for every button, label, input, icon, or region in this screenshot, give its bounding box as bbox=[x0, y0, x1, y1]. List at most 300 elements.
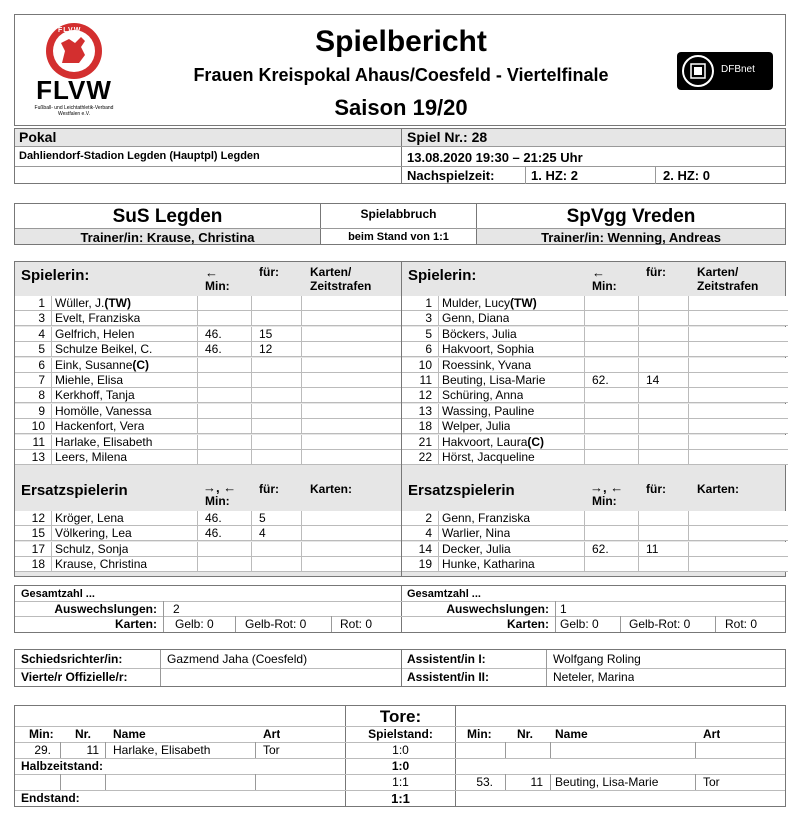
row-separator bbox=[438, 342, 439, 357]
row-separator bbox=[638, 526, 639, 541]
flvw-logo-caption: Fußball- und Leichtathletik-Verband bbox=[34, 105, 114, 111]
dfbnet-logo-text: DFBnet bbox=[721, 64, 755, 75]
goals-home-min-header: Min: bbox=[29, 727, 54, 741]
row-separator bbox=[301, 404, 302, 419]
goals-title: Tore: bbox=[379, 707, 422, 726]
away-sub-for-header: für: bbox=[646, 482, 666, 496]
home-sub-min-header: Min: bbox=[205, 494, 230, 508]
player-number: 17 bbox=[31, 541, 45, 556]
row-separator bbox=[197, 526, 198, 541]
player-name bbox=[442, 296, 537, 311]
player-row bbox=[15, 311, 401, 326]
player-role-tag: (C) bbox=[527, 434, 545, 449]
row-separator bbox=[197, 373, 198, 388]
player-name-text: Gelfrich, Helen bbox=[55, 326, 135, 341]
flvw-logo-arc-text: FLVW bbox=[58, 27, 82, 34]
assistant1-label: Assistent/in I: bbox=[407, 652, 486, 666]
row-separator bbox=[584, 419, 585, 434]
row-separator bbox=[584, 526, 585, 541]
player-name bbox=[55, 358, 149, 373]
player-name bbox=[442, 419, 510, 434]
row-separator bbox=[51, 419, 52, 434]
player-number: 14 bbox=[418, 541, 432, 556]
row-separator bbox=[197, 358, 198, 373]
home-sub-cards-header: Karten: bbox=[310, 482, 353, 496]
player-name-text: Homölle, Vanessa bbox=[55, 403, 152, 418]
row-separator bbox=[197, 557, 198, 572]
row-separator bbox=[301, 511, 302, 526]
row-separator bbox=[688, 419, 689, 434]
final-score: 1:1 bbox=[391, 791, 410, 806]
home-cards-header-2: Zeitstrafen bbox=[310, 279, 372, 293]
player-name bbox=[55, 526, 132, 541]
row-separator bbox=[251, 388, 252, 403]
row-separator bbox=[584, 296, 585, 311]
extra-time-ht1: 1. HZ: 2 bbox=[531, 168, 578, 183]
player-role-tag: (TW) bbox=[510, 296, 537, 310]
row-separator bbox=[438, 542, 439, 557]
row-separator bbox=[438, 311, 439, 326]
row-separator bbox=[197, 435, 198, 450]
dfb-emblem-icon bbox=[679, 52, 717, 90]
goals-away-type-header: Art bbox=[703, 727, 721, 741]
row-separator bbox=[301, 358, 302, 373]
row-separator bbox=[584, 450, 585, 465]
player-number: 3 bbox=[38, 311, 45, 326]
player-name bbox=[442, 404, 534, 419]
page-subtitle: Frauen Kreispokal Ahaus/Coesfeld - Viertelfinale bbox=[193, 65, 609, 85]
row-separator bbox=[51, 557, 52, 572]
referee-label: Schiedsrichter/in: bbox=[21, 652, 123, 666]
row-separator bbox=[301, 435, 302, 450]
row-separator bbox=[438, 327, 439, 342]
away-sub-min-header: Min: bbox=[592, 494, 617, 508]
goal-1-name: Harlake, Elisabeth bbox=[113, 743, 211, 757]
row-separator bbox=[688, 342, 689, 357]
row-separator bbox=[438, 404, 439, 419]
extra-time-label: Nachspielzeit: bbox=[407, 168, 495, 183]
row-separator bbox=[251, 419, 252, 434]
player-name bbox=[55, 450, 127, 465]
goal-1-min: 29. bbox=[34, 743, 51, 757]
row-separator bbox=[584, 358, 585, 373]
header-box bbox=[14, 14, 786, 126]
home-team-name: SuS Legden bbox=[112, 206, 223, 227]
player-row bbox=[15, 373, 401, 388]
player-number: 3 bbox=[425, 311, 432, 326]
player-name-text: Warlier, Nina bbox=[442, 526, 511, 541]
player-name-text: Schulze Beikel, C. bbox=[55, 342, 153, 357]
row-separator bbox=[688, 311, 689, 326]
player-number: 8 bbox=[38, 388, 45, 403]
goal-2-nr: 11 bbox=[530, 775, 543, 789]
player-name-text: Hakvoort, Sophia bbox=[442, 342, 535, 357]
page-title: Spielbericht bbox=[315, 25, 487, 58]
player-role-tag: (TW) bbox=[104, 296, 131, 310]
row-separator bbox=[584, 404, 585, 419]
flvw-logo-caption-2: Westfalen e.V. bbox=[58, 111, 90, 117]
home-cards-label: Karten: bbox=[114, 617, 157, 631]
goal-1-score: 1:0 bbox=[392, 743, 409, 757]
away-for-header: für: bbox=[646, 265, 666, 279]
row-separator bbox=[638, 542, 639, 557]
player-name bbox=[442, 526, 510, 541]
player-number: 10 bbox=[31, 419, 45, 434]
player-row bbox=[15, 388, 401, 403]
home-subs-count: 2 bbox=[173, 602, 180, 616]
player-name-text: Hörst, Jacqueline bbox=[442, 450, 535, 464]
player-name bbox=[442, 327, 517, 342]
player-name bbox=[55, 511, 124, 526]
match-info-box bbox=[14, 128, 786, 184]
away-player-header: Spielerin: bbox=[408, 268, 477, 283]
goals-away-min-header: Min: bbox=[467, 727, 492, 741]
row-separator bbox=[251, 435, 252, 450]
row-separator bbox=[197, 342, 198, 357]
player-name-text: Wassing, Pauline bbox=[442, 403, 535, 418]
row-separator bbox=[438, 557, 439, 572]
player-name bbox=[442, 358, 531, 373]
player-row bbox=[15, 296, 401, 311]
row-separator bbox=[251, 542, 252, 557]
row-separator bbox=[638, 373, 639, 388]
player-number: 7 bbox=[38, 373, 45, 387]
home-red-count: Rot: 0 bbox=[340, 617, 373, 631]
player-name-text: Genn, Diana bbox=[442, 311, 510, 326]
row-separator bbox=[688, 388, 689, 403]
row-separator bbox=[584, 435, 585, 450]
goal-2-type: Tor bbox=[703, 775, 720, 789]
row-separator bbox=[251, 511, 252, 526]
row-separator bbox=[197, 311, 198, 326]
dfbnet-logo bbox=[677, 52, 773, 90]
row-separator bbox=[51, 358, 52, 373]
final-label: Endstand: bbox=[21, 791, 80, 805]
player-sub-for: 4 bbox=[259, 526, 266, 541]
player-name-text: Genn, Franziska bbox=[442, 511, 531, 525]
home-sub-for-header: für: bbox=[259, 482, 279, 496]
player-name-text: Decker, Julia bbox=[442, 541, 511, 556]
home-yellow-count: Gelb: 0 bbox=[175, 617, 214, 631]
row-separator bbox=[301, 296, 302, 311]
row-separator bbox=[197, 450, 198, 465]
row-separator bbox=[197, 419, 198, 434]
player-name bbox=[55, 296, 131, 311]
row-separator bbox=[688, 435, 689, 450]
player-number: 19 bbox=[418, 557, 432, 572]
match-status-detail: beim Stand von 1:1 bbox=[348, 231, 449, 243]
player-number: 18 bbox=[31, 557, 45, 572]
player-name-text: Beuting, Lisa-Marie bbox=[442, 373, 546, 387]
row-separator bbox=[584, 557, 585, 572]
row-separator bbox=[638, 404, 639, 419]
player-number: 1 bbox=[425, 296, 432, 310]
row-separator bbox=[51, 542, 52, 557]
row-separator bbox=[251, 373, 252, 388]
away-min-header: Min: bbox=[592, 279, 617, 293]
row-separator bbox=[688, 557, 689, 572]
row-separator bbox=[51, 435, 52, 450]
goal-1-nr: 11 bbox=[86, 743, 99, 757]
fourth-official-label: Vierte/r Offizielle/r: bbox=[21, 670, 128, 684]
row-separator bbox=[251, 450, 252, 465]
goal-2-score: 1:1 bbox=[392, 775, 409, 789]
player-sub-min: 62. bbox=[592, 541, 609, 556]
referee-name: Gazmend Jaha (Coesfeld) bbox=[167, 652, 308, 666]
halftime-label: Halbzeitstand: bbox=[21, 759, 104, 773]
halftime-score: 1:0 bbox=[391, 759, 410, 773]
match-status: Spielabbruch bbox=[360, 207, 437, 221]
goals-home-nr-header: Nr. bbox=[75, 727, 92, 741]
row-separator bbox=[197, 404, 198, 419]
player-name-text: Böckers, Julia bbox=[442, 326, 517, 341]
row-separator bbox=[51, 342, 52, 357]
away-red-count: Rot: 0 bbox=[725, 617, 758, 631]
flvw-logo bbox=[29, 21, 119, 117]
player-number: 21 bbox=[418, 434, 432, 449]
player-name-text: Mulder, Lucy bbox=[442, 296, 511, 310]
away-coach: Trainer/in: Wenning, Andreas bbox=[541, 230, 721, 245]
row-separator bbox=[688, 327, 689, 342]
player-name-text: Miehle, Elisa bbox=[55, 373, 124, 387]
goal-2-name: Beuting, Lisa-Marie bbox=[555, 775, 659, 789]
player-row bbox=[15, 542, 401, 557]
player-row bbox=[402, 342, 788, 357]
player-row bbox=[402, 542, 788, 557]
player-name-text: Welper, Julia bbox=[442, 419, 511, 434]
player-name-text: Harlake, Elisabeth bbox=[55, 434, 153, 449]
away-cards-header-2: Zeitstrafen bbox=[697, 279, 759, 293]
row-separator bbox=[438, 435, 439, 450]
player-row bbox=[402, 404, 788, 419]
away-subs-label: Auswechslungen: bbox=[446, 602, 549, 616]
home-sub-header: Ersatzspielerin bbox=[21, 483, 128, 498]
player-row bbox=[402, 373, 788, 388]
row-separator bbox=[301, 388, 302, 403]
row-separator bbox=[251, 311, 252, 326]
row-separator bbox=[251, 342, 252, 357]
player-name bbox=[55, 542, 128, 557]
player-name-text: Kerkhoff, Tanja bbox=[55, 388, 135, 403]
player-name bbox=[442, 388, 523, 403]
extra-time-ht2: 2. HZ: 0 bbox=[663, 168, 710, 183]
row-separator bbox=[51, 388, 52, 403]
player-sub-for: 14 bbox=[646, 373, 660, 387]
away-yellowred-count: Gelb-Rot: 0 bbox=[629, 617, 691, 631]
assistant1-name: Wolfgang Roling bbox=[553, 652, 641, 666]
player-number: 10 bbox=[418, 357, 432, 372]
row-separator bbox=[584, 388, 585, 403]
away-team-name: SpVgg Vreden bbox=[566, 206, 696, 227]
player-sub-for: 15 bbox=[259, 326, 273, 341]
player-name bbox=[442, 342, 534, 357]
away-lineup bbox=[402, 262, 786, 576]
player-number: 12 bbox=[31, 511, 45, 525]
row-separator bbox=[438, 450, 439, 465]
player-row bbox=[402, 450, 788, 465]
player-number: 5 bbox=[425, 326, 432, 341]
player-number: 5 bbox=[38, 342, 45, 357]
row-separator bbox=[51, 404, 52, 419]
row-separator bbox=[197, 296, 198, 311]
row-separator bbox=[301, 419, 302, 434]
player-row bbox=[402, 311, 788, 326]
row-separator bbox=[638, 511, 639, 526]
player-name bbox=[55, 419, 144, 434]
player-number: 6 bbox=[38, 357, 45, 372]
row-separator bbox=[638, 557, 639, 572]
row-separator bbox=[51, 511, 52, 526]
player-number: 4 bbox=[425, 526, 432, 541]
goals-home-type-header: Art bbox=[263, 727, 281, 741]
row-separator bbox=[584, 311, 585, 326]
goals-score-header: Spielstand: bbox=[368, 727, 433, 741]
player-sub-for: 12 bbox=[259, 342, 273, 357]
player-row bbox=[402, 419, 788, 434]
home-lineup bbox=[15, 262, 401, 576]
row-separator bbox=[51, 373, 52, 388]
player-name-text: Eink, Susanne bbox=[55, 357, 133, 372]
row-separator bbox=[688, 450, 689, 465]
row-separator bbox=[438, 296, 439, 311]
lineups-box bbox=[14, 261, 786, 577]
away-sub-header: Ersatzspielerin bbox=[408, 483, 515, 498]
row-separator bbox=[51, 526, 52, 541]
row-separator bbox=[251, 557, 252, 572]
player-name bbox=[55, 435, 152, 450]
player-name-text: Krause, Christina bbox=[55, 557, 148, 572]
home-yellowred-count: Gelb-Rot: 0 bbox=[245, 617, 307, 631]
row-separator bbox=[688, 526, 689, 541]
player-sub-min: 46. bbox=[205, 326, 222, 341]
teams-box bbox=[14, 203, 786, 245]
player-number: 11 bbox=[32, 434, 45, 449]
row-separator bbox=[251, 358, 252, 373]
away-subs-count: 1 bbox=[560, 602, 567, 616]
player-name-text: Leers, Milena bbox=[55, 450, 128, 464]
player-name-text: Hunke, Katharina bbox=[442, 557, 535, 572]
away-sub-cards-header: Karten: bbox=[697, 482, 740, 496]
home-min-header: Min: bbox=[205, 279, 230, 293]
row-separator bbox=[251, 296, 252, 311]
row-separator bbox=[438, 388, 439, 403]
flvw-logo-text: FLVW bbox=[36, 75, 112, 105]
row-separator bbox=[688, 404, 689, 419]
row-separator bbox=[584, 542, 585, 557]
match-datetime: 13.08.2020 19:30 – 21:25 Uhr bbox=[407, 150, 583, 165]
row-separator bbox=[301, 526, 302, 541]
player-number: 11 bbox=[419, 373, 432, 387]
player-number: 6 bbox=[425, 342, 432, 357]
player-row bbox=[402, 526, 788, 541]
row-separator bbox=[301, 327, 302, 342]
goals-away-nr-header: Nr. bbox=[517, 727, 534, 741]
player-row bbox=[402, 327, 788, 342]
match-number: Spiel Nr.: 28 bbox=[407, 130, 488, 145]
player-row bbox=[15, 342, 401, 357]
player-row bbox=[15, 419, 401, 434]
row-separator bbox=[638, 388, 639, 403]
player-name-text: Kröger, Lena bbox=[55, 511, 124, 525]
player-row bbox=[15, 511, 401, 526]
player-sub-min: 62. bbox=[592, 373, 609, 387]
player-name bbox=[55, 388, 135, 403]
player-name bbox=[442, 542, 511, 557]
player-number: 4 bbox=[38, 326, 45, 341]
player-name-text: Roessink, Yvana bbox=[442, 357, 532, 372]
home-min-arrow: ← bbox=[205, 265, 218, 280]
row-separator bbox=[688, 542, 689, 557]
player-name-text: Schulz, Sonja bbox=[55, 541, 129, 556]
row-separator bbox=[197, 327, 198, 342]
away-sub-arrows: →, ← bbox=[590, 480, 624, 495]
player-name-text: Völkering, Lea bbox=[55, 526, 132, 541]
row-separator bbox=[638, 419, 639, 434]
player-number: 13 bbox=[31, 450, 45, 464]
player-number: 13 bbox=[418, 403, 432, 418]
row-separator bbox=[638, 358, 639, 373]
goal-2-min: 53. bbox=[476, 775, 493, 789]
away-cards-header: Karten/ bbox=[697, 265, 739, 279]
row-separator bbox=[51, 327, 52, 342]
player-name-text: Schüring, Anna bbox=[442, 388, 524, 403]
row-separator bbox=[688, 373, 689, 388]
player-name bbox=[442, 450, 535, 465]
player-row bbox=[15, 404, 401, 419]
home-sub-arrows: →, ← bbox=[203, 480, 237, 495]
player-name-text: Wüller, J. bbox=[55, 296, 105, 310]
assistant2-name: Neteler, Marina bbox=[553, 670, 635, 684]
player-number: 15 bbox=[31, 526, 45, 541]
player-name bbox=[442, 435, 544, 450]
row-separator bbox=[301, 311, 302, 326]
season-label: Saison 19/20 bbox=[334, 95, 468, 120]
player-name bbox=[442, 311, 509, 326]
row-separator bbox=[438, 373, 439, 388]
officials-box bbox=[14, 649, 786, 687]
row-separator bbox=[251, 404, 252, 419]
player-row bbox=[15, 327, 401, 342]
row-separator bbox=[251, 526, 252, 541]
home-for-header: für: bbox=[259, 265, 279, 279]
goal-1-type: Tor bbox=[263, 743, 280, 757]
row-separator bbox=[51, 296, 52, 311]
player-sub-for: 11 bbox=[646, 541, 659, 556]
goals-away-name-header: Name bbox=[555, 727, 588, 741]
player-sub-for: 5 bbox=[259, 511, 266, 525]
row-separator bbox=[301, 557, 302, 572]
row-separator bbox=[51, 450, 52, 465]
away-min-arrow: ← bbox=[592, 265, 605, 280]
player-row bbox=[15, 358, 401, 373]
stadium-label: Dahliendorf-Stadion Legden (Hauptpl) Legden bbox=[19, 150, 260, 162]
totals-box bbox=[14, 585, 786, 633]
player-name-text: Hackenfort, Vera bbox=[55, 419, 145, 434]
player-row bbox=[402, 296, 788, 311]
player-name bbox=[55, 311, 140, 326]
assistant2-label: Assistent/in II: bbox=[407, 670, 490, 684]
player-number: 12 bbox=[418, 388, 432, 403]
player-row bbox=[402, 511, 788, 526]
away-totals-label: Gesamtzahl ... bbox=[407, 588, 481, 600]
row-separator bbox=[197, 511, 198, 526]
home-totals-label: Gesamtzahl ... bbox=[21, 588, 95, 600]
player-row bbox=[402, 435, 788, 450]
player-number: 2 bbox=[425, 511, 432, 525]
player-name bbox=[55, 557, 147, 572]
player-number: 22 bbox=[418, 450, 432, 464]
row-separator bbox=[438, 526, 439, 541]
